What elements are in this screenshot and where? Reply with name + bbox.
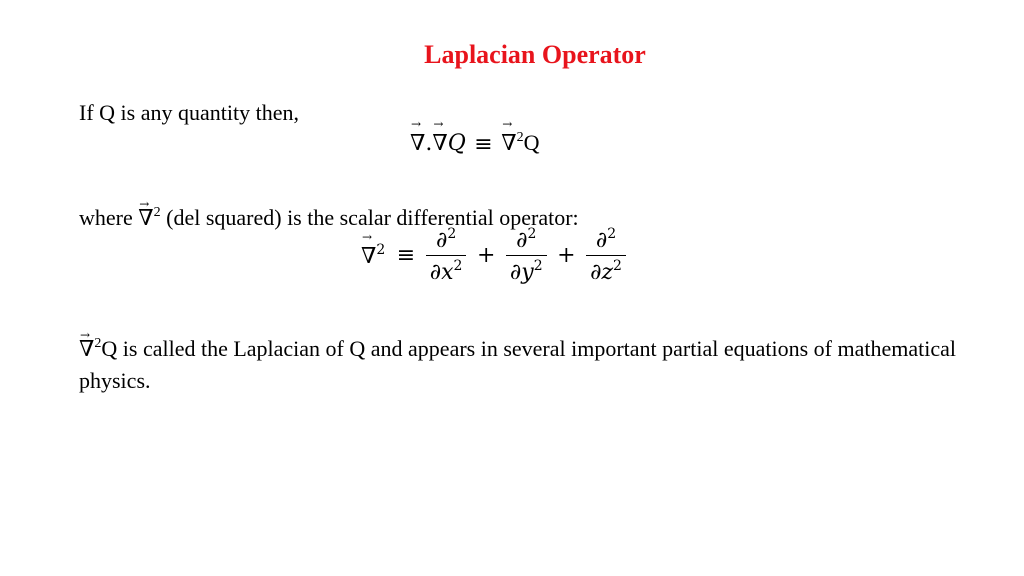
exponent: 2 <box>447 226 457 242</box>
definition-rest: (del squared) is the scalar differential operator: <box>166 205 579 230</box>
denominator: ∂x <box>429 260 454 285</box>
equivalence-symbol: ≡ <box>396 243 416 268</box>
exponent: 2 <box>607 226 617 242</box>
conclusion-text <box>79 328 979 396</box>
exponent: 2 <box>613 258 622 274</box>
nabla-symbol: ∇ → <box>501 131 516 156</box>
nabla-symbol: ∇ → <box>410 131 425 156</box>
exponent: 2 <box>376 242 386 258</box>
fraction-x <box>426 226 467 285</box>
slide-title: Laplacian Operator <box>424 40 646 69</box>
equivalence-symbol: ≡ <box>474 132 493 158</box>
conclusion-body: is called the Laplacian of Q and appears in several important partial equations of mathematical physics. <box>79 336 956 393</box>
nabla-symbol: ∇ → <box>432 131 447 156</box>
plus-symbol: + <box>476 243 496 268</box>
denominator: ∂z <box>590 260 614 285</box>
nabla-symbol: ∇ → <box>361 244 376 269</box>
equation-laplacian <box>358 226 628 285</box>
exponent: 2 <box>453 258 463 274</box>
fraction-z <box>586 226 626 285</box>
nabla-symbol: ∇ → <box>79 334 94 365</box>
intro-text: If Q is any quantity then, <box>79 100 299 125</box>
partial-symbol: ∂ <box>595 228 608 253</box>
denominator: ∂y <box>509 260 534 285</box>
exponent: 2 <box>94 336 102 351</box>
nabla-symbol: ∇ → <box>138 203 153 234</box>
partial-symbol: ∂ <box>435 228 448 253</box>
exponent: 2 <box>153 205 161 220</box>
fraction-y <box>506 226 547 285</box>
equation-del-dot-del <box>410 130 540 157</box>
variable-q: Q <box>523 130 540 155</box>
exponent: 2 <box>527 226 537 242</box>
definition-where: where <box>79 205 133 230</box>
plus-symbol: + <box>557 243 576 268</box>
exponent: 2 <box>516 130 524 145</box>
variable-q: Q <box>101 336 118 361</box>
partial-symbol: ∂ <box>516 228 528 253</box>
exponent: 2 <box>533 258 543 274</box>
lhs <box>361 242 385 269</box>
variable-q: Q <box>447 131 466 156</box>
dot-symbol: . <box>425 131 433 156</box>
